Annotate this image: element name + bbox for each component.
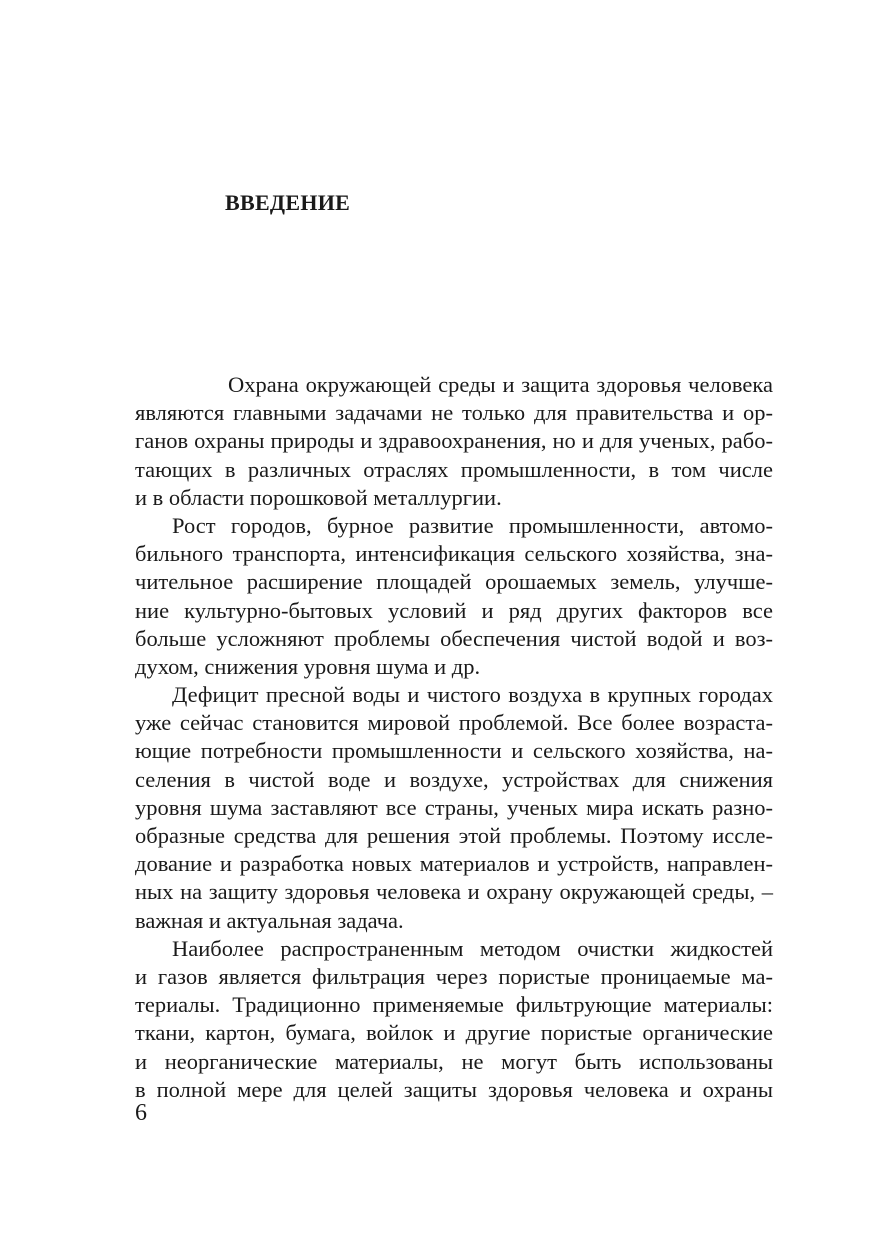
text-line: являются главными задачами не только для правительства и ор- <box>135 400 773 426</box>
page-number: 6 <box>135 1100 147 1126</box>
text-line: уже сейчас становится мировой проблемой. Все более возраста- <box>135 710 773 736</box>
text-line: ганов охраны природы и здравоохранения, но и для ученых, рабо- <box>135 428 773 454</box>
text-line: селения в чистой воде и воздухе, устройствах для снижения <box>135 766 773 792</box>
text-line: и газов является фильтрация через пористые проницаемые ма- <box>135 963 773 989</box>
text-line: ние культурно-бытовых условий и ряд других факторов все <box>135 597 773 623</box>
text-line: бильного транспорта, интенсификация сельского хозяйства, зна- <box>135 541 773 567</box>
text-line: и в области порошковой металлургии. <box>135 484 502 510</box>
body-text <box>135 371 773 1104</box>
text-line: Наиболее распространенным методом очистки жидкостей <box>172 935 773 961</box>
text-line: больше усложняют проблемы обеспечения чистой водой и воз- <box>135 625 773 651</box>
text-line: важная и актуальная задача. <box>135 907 404 933</box>
text-line: ющие потребности промышленности и сельского хозяйства, на- <box>135 738 773 764</box>
text-line: духом, снижения уровня шума и др. <box>135 653 481 679</box>
text-line: и неорганические материалы, не могут быть использованы <box>135 1048 773 1074</box>
text-line: дование и разработка новых материалов и устройств, направлен- <box>135 851 773 877</box>
text-line: образные средства для решения этой проблемы. Поэтому иссле- <box>135 823 773 848</box>
text-line: Рост городов, бурное развитие промышленности, автомо- <box>172 512 773 538</box>
text-line: териалы. Традиционно применяемые фильтрующие материалы: <box>135 992 773 1018</box>
text-line: Дефицит пресной воды и чистого воздуха в крупных городах <box>172 682 773 708</box>
text-line: уровня шума заставляют все страны, ученых мира искать разно- <box>135 794 773 820</box>
section-heading: ВВЕДЕНИЕ <box>225 190 351 215</box>
text-line: тающих в различных отраслях промышленности, в том числе <box>135 456 773 482</box>
text-line: Охрана окружающей среды и защита здоровья человека <box>228 372 773 397</box>
text-line: ных на защиту здоровья человека и охрану окружающей среды, – <box>135 879 773 905</box>
text-line: в полной мере для целей защиты здоровья человека и охраны <box>135 1076 773 1102</box>
text-line: ткани, картон, бумага, войлок и другие пористые органические <box>135 1020 773 1046</box>
text-line: чительное расширение площадей орошаемых земель, улучше- <box>135 569 773 595</box>
